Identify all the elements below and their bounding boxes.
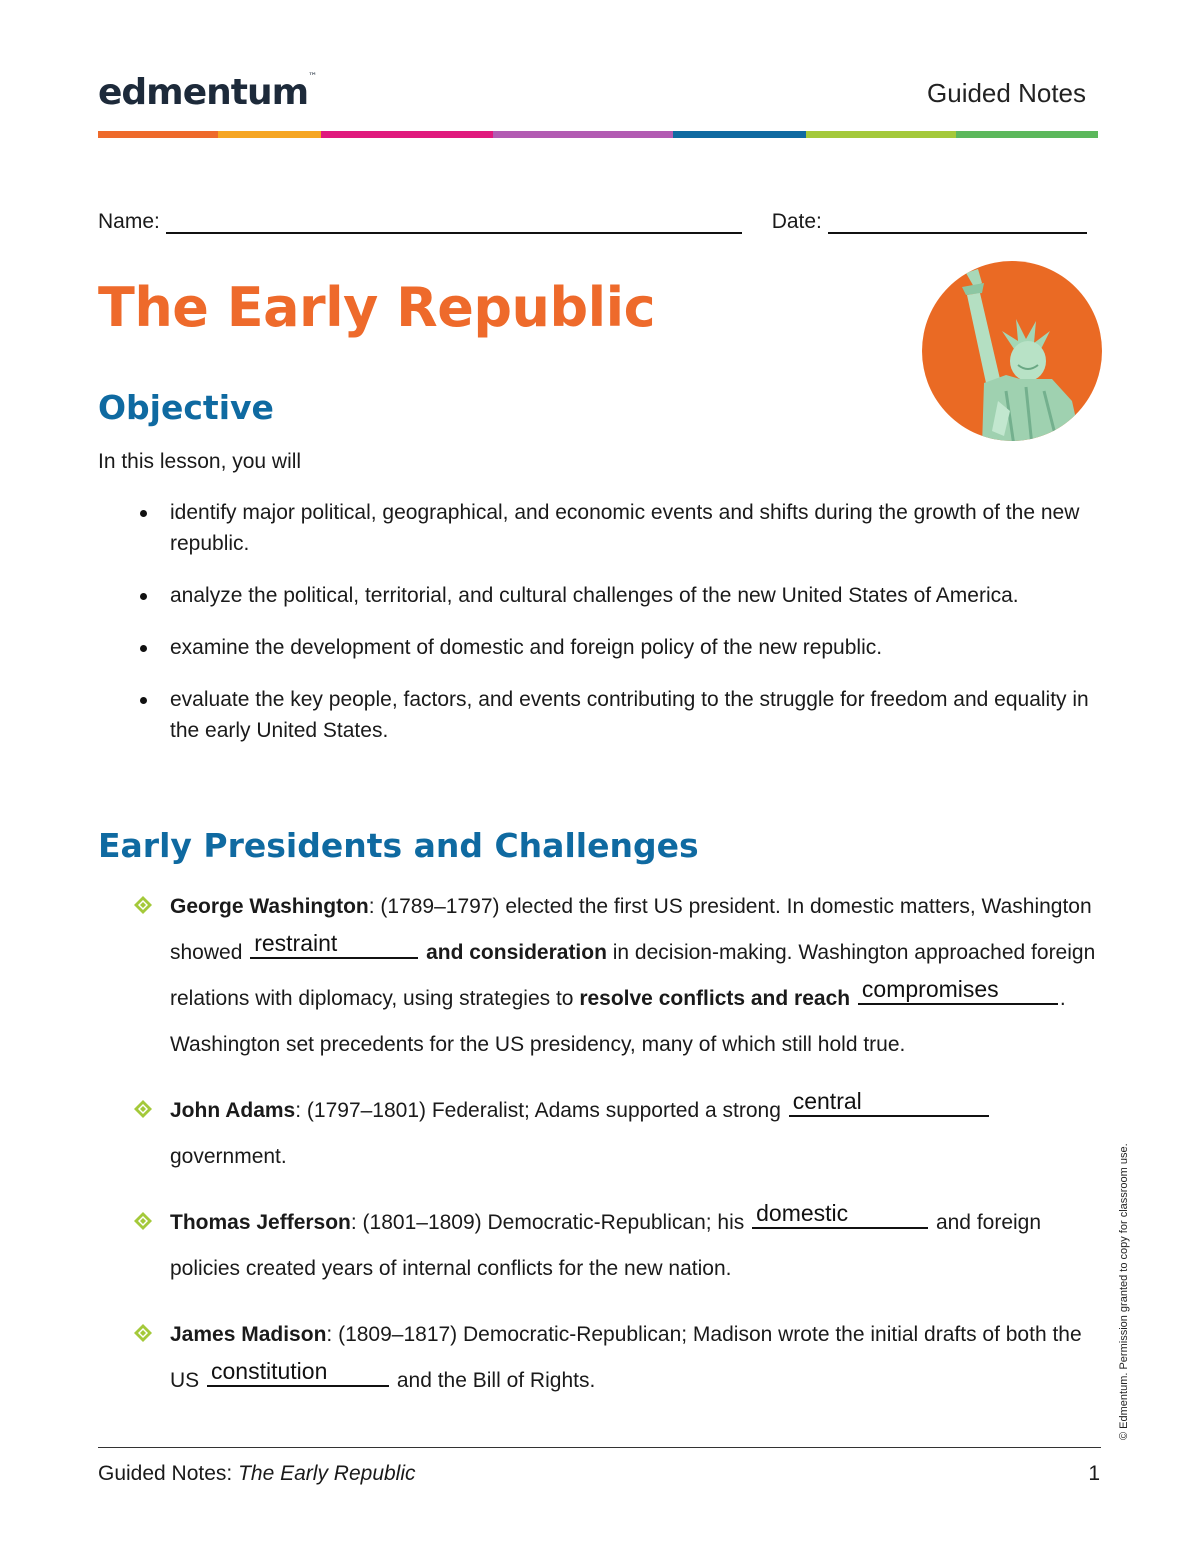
answer-blank[interactable]: domestic	[752, 1205, 928, 1229]
date-field[interactable]	[828, 208, 1087, 234]
objective-heading: Objective	[98, 388, 274, 427]
header-label: Guided Notes	[927, 78, 1086, 108]
presidents-heading: Early Presidents and Challenges	[98, 826, 699, 865]
footer-title: Guided Notes: The Early Republic	[98, 1462, 416, 1485]
statue-of-liberty-icon	[922, 261, 1102, 441]
page-title: The Early Republic	[98, 276, 656, 339]
date-label: Date:	[771, 210, 828, 233]
name-label: Name:	[98, 210, 166, 233]
objective-list	[128, 497, 1103, 767]
answer-blank[interactable]: restraint	[250, 935, 418, 959]
president-washington: George Washington: (1789–1797) elected the first US president. In domestic matters, Washington showed restraint and consideration in decision-making. Washington approached foreign relations with diplomacy, using strategies to resolve conflicts and reach compromises . Washington set precedents for the US presidency, many of which still hold true.	[128, 884, 1108, 1068]
edmentum-logo: edmentum™	[98, 72, 318, 113]
name-field[interactable]	[166, 208, 742, 234]
list-item: examine the development of domestic and foreign policy of the new republic.	[128, 632, 1103, 663]
page-number: 1	[1088, 1462, 1100, 1485]
answer-blank[interactable]: compromises	[858, 981, 1058, 1005]
president-jefferson: Thomas Jefferson: (1801–1809) Democratic-Republican; his domestic and foreign policies created years of internal conflicts for the new nation.	[128, 1200, 1108, 1292]
president-madison: James Madison: (1809–1817) Democratic-Republican; Madison wrote the initial drafts of both the US constitution and the Bill of Rights.	[128, 1312, 1108, 1404]
diamond-bullet-icon	[134, 1324, 152, 1342]
answer-blank[interactable]: constitution	[207, 1363, 389, 1387]
list-item: identify major political, geographical, and economic events and shifts during the growth of the new republic.	[128, 497, 1103, 559]
diamond-bullet-icon	[134, 896, 152, 914]
list-item: evaluate the key people, factors, and events contributing to the struggle for freedom and equality in the early United States.	[128, 684, 1103, 746]
color-bar	[98, 131, 1098, 138]
answer-blank[interactable]: central	[789, 1093, 989, 1117]
name-date-row	[98, 208, 1101, 234]
objective-intro: In this lesson, you will	[98, 450, 302, 473]
presidents-list	[128, 884, 1108, 1404]
copyright-note: © Edmentum. Permission granted to copy for classroom use.	[1118, 1143, 1130, 1440]
diamond-bullet-icon	[134, 1100, 152, 1118]
bullet-icon	[140, 510, 147, 517]
bullet-icon	[140, 645, 147, 652]
diamond-bullet-icon	[134, 1212, 152, 1230]
bullet-icon	[140, 593, 147, 600]
bullet-icon	[140, 697, 147, 704]
footer-rule	[98, 1447, 1101, 1448]
president-adams: John Adams: (1797–1801) Federalist; Adams supported a strong central government.	[128, 1088, 1108, 1180]
list-item: analyze the political, territorial, and cultural challenges of the new United States of America.	[128, 580, 1103, 611]
